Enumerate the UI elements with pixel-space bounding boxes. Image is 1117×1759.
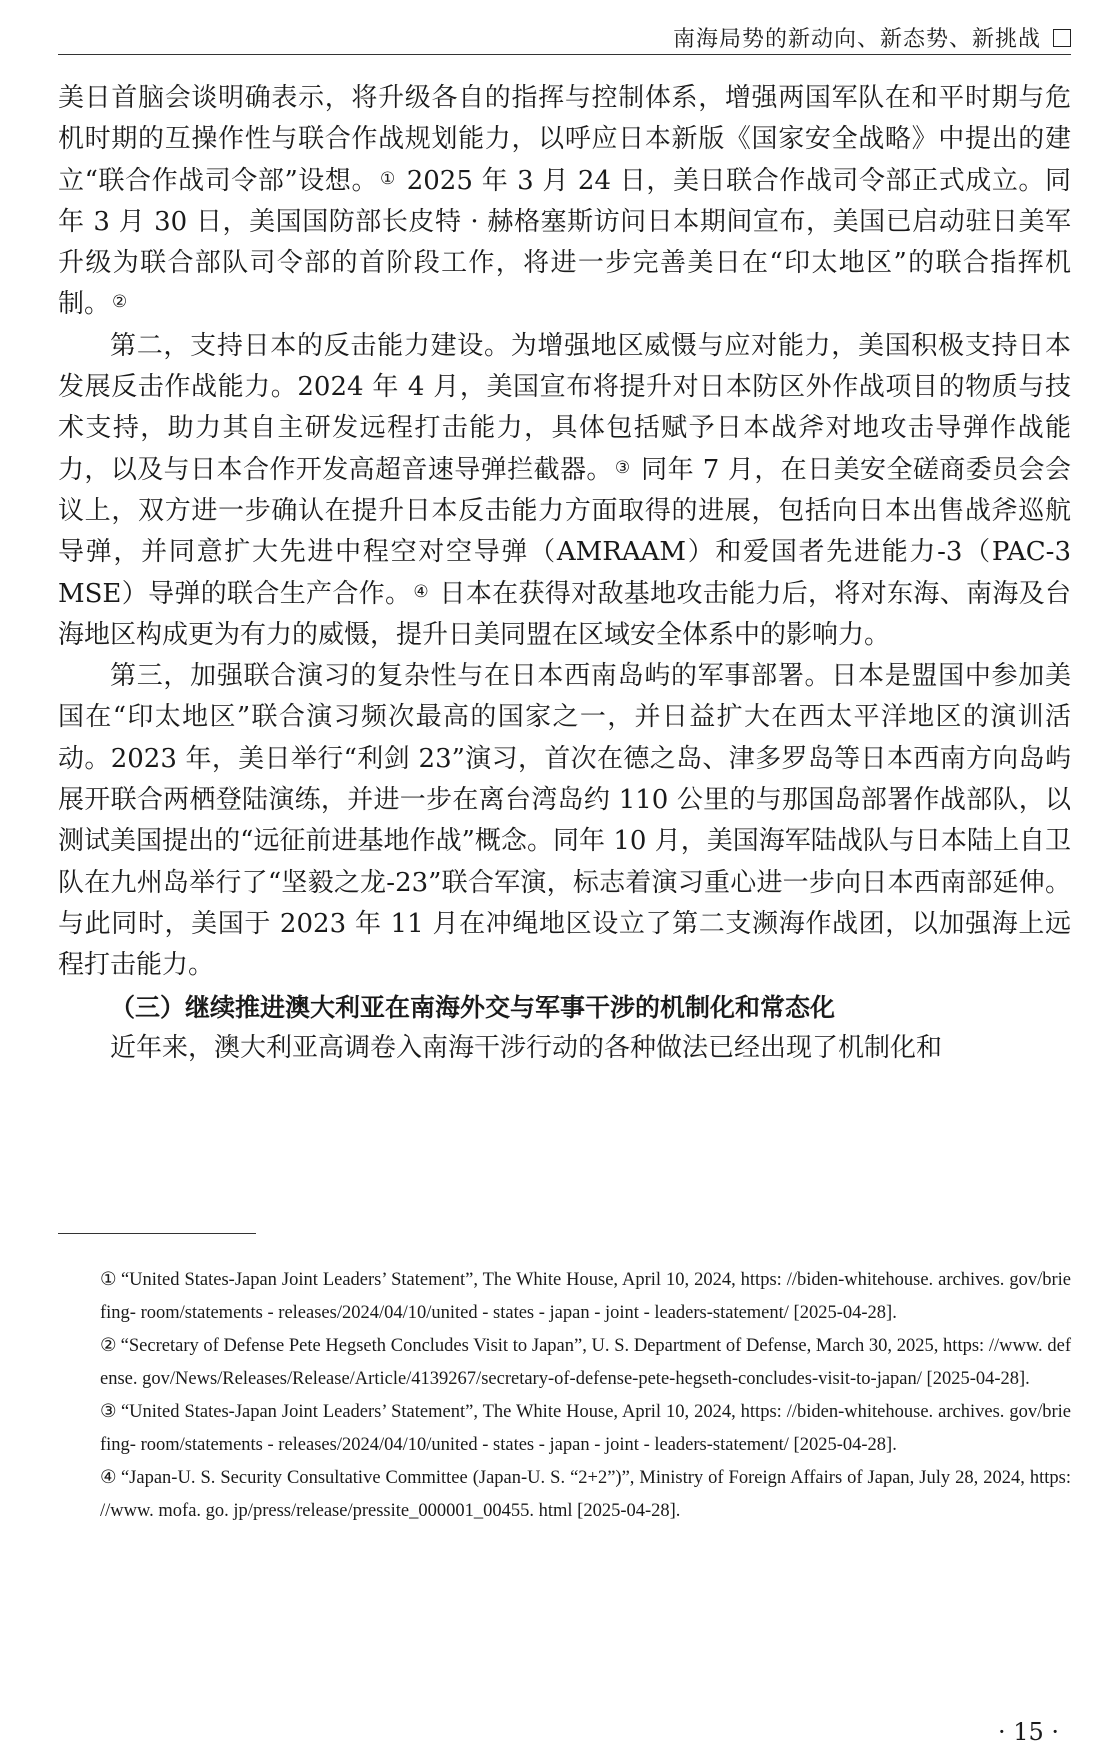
footnote-item (100, 1396, 1071, 1462)
paragraph-1-text-b: 2025 年 3 月 24 日，美日联合作战司令部正式成立。同年 3 月 30 日，美国国防部长皮特 · 赫格塞斯访问日本期间宣布，美国已启动驻日美军升级为联合部队司令部的首阶段工作，将进一步完善美日在“印太地区”的联合指挥机制。 (58, 165, 1071, 320)
paragraph-2 (58, 326, 1071, 656)
paragraph-2-text-a: 第二，支持日本的反击能力建设。为增强地区威慑与应对能力，美国积极支持日本发展反击作战能力。2024 年 4 月，美国宣布将提升对日本防区外作战项目的物质与技术支持，助力其自主研发远程打击能力，具体包括赋予日本战斧对地攻击导弹作战能力，以及与日本合作开发高超音速导弹拦截器。 (58, 330, 1071, 485)
page-number: · 15 · (997, 1718, 1059, 1746)
paragraph-2-text-c: 日本在获得对敌基地攻击能力后，将对东海、南海及台海地区构成更为有力的威慑，提升日美同盟在区域安全体系中的影响力。 (58, 578, 1071, 650)
footnote-divider (58, 1233, 256, 1234)
footnote-text: “Secretary of Defense Pete Hegseth Concludes Visit to Japan”, U. S. Department of Defense, March 30, 2025, https: //www. defense. gov/News/Releases/Release/Article/4139267/secretary-of-defense-pete-hegseth-concludes-visit-to-japan/ [2025-04-28]. (100, 1336, 1071, 1389)
paragraph-2-text-b: 同年 7 月，在日美安全磋商委员会会议上，双方进一步确认在提升日本反击能力方面取得的进展，包括向日本出售战斧巡航导弹，并同意扩大先进中程空对空导弹（AMRAAM）和爱国者先进能力-3（PAC-3 MSE）导弹的联合生产合作。 (58, 454, 1071, 609)
footnote-ref-2[interactable]: ② (112, 292, 128, 313)
main-text (58, 78, 1071, 1069)
footnotes (100, 1264, 1071, 1528)
header-title-group (673, 22, 1071, 53)
square-icon (1053, 29, 1071, 47)
running-header (58, 14, 1071, 55)
paragraph-1-text-a: 美日首脑会谈明确表示，将升级各自的指挥与控制体系，增强两国军队在和平时期与危机时期的互操作性与联合作战规划能力，以呼应日本新版《国家安全战略》中提出的建立“联合作战司令部”设想。 (58, 83, 1071, 196)
footnote-item (100, 1330, 1071, 1396)
footnote-text: “United States-Japan Joint Leaders’ Statement”, The White House, April 10, 2024, https: //biden-whitehouse. archives. gov/briefing- room/statements - releases/2024/04/10/united - states - japan - joint - leaders-statement/ [2025-04-28]. (100, 1402, 1072, 1455)
header-title: 南海局势的新动向、新态势、新挑战 (672, 27, 1041, 52)
footnote-number: ① (100, 1270, 117, 1290)
section-heading: （三）继续推进澳大利亚在南海外交与军事干涉的机制化和常态化 (110, 992, 836, 1022)
footnote-ref-4[interactable]: ④ (413, 581, 429, 602)
footnote-ref-1[interactable]: ① (380, 168, 396, 189)
footnote-item (100, 1264, 1071, 1330)
footnote-number: ③ (100, 1402, 117, 1422)
footnote-text: “Japan-U. S. Security Consultative Committee (Japan-U. S. “2+2”)”, Ministry of Foreign Affairs of Japan, July 28, 2024, https: //www. mofa. go. jp/press/release/pressite_000001_00455. html [2025-04-28]. (100, 1468, 1071, 1521)
footnote-number: ④ (100, 1468, 117, 1488)
footnote-ref-3[interactable]: ③ (614, 457, 631, 478)
paragraph-4: 近年来，澳大利亚高调卷入南海干涉行动的各种做法已经出现了机制化和 (110, 1032, 943, 1063)
paragraph-1 (58, 78, 1071, 326)
footnote-text: “United States-Japan Joint Leaders’ Statement”, The White House, April 10, 2024, https: //biden-whitehouse. archives. gov/briefing- room/statements - releases/2024/04/10/united - states - japan - joint - leaders-statement/ [2025-04-28]. (100, 1270, 1072, 1323)
paragraph-3: 第三，加强联合演习的复杂性与在日本西南岛屿的军事部署。日本是盟国中参加美国在“印太地区”联合演习频次最高的国家之一，并日益扩大在西太平洋地区的演训活动。2023 年，美日举行“利剑 23”演习，首次在德之岛、津多罗岛等日本西南方向岛屿展开联合两栖登陆演练，并进一步在离台湾岛约 110 公里的与那国岛部署作战部队，以测试美国提出的“远征前进基地作战”概念。同年 10 月，美国海军陆战队与日本陆上自卫队在九州岛举行了“坚毅之龙-23”联合军演，标志着演习重心进一步向日本西南部延伸。与此同时，美国于 2023 年 11 月在冲绳地区设立了第二支濒海作战团，以加强海上远程打击能力。 (58, 661, 1071, 981)
footnote-number: ② (100, 1336, 117, 1356)
footnote-item (100, 1462, 1071, 1528)
